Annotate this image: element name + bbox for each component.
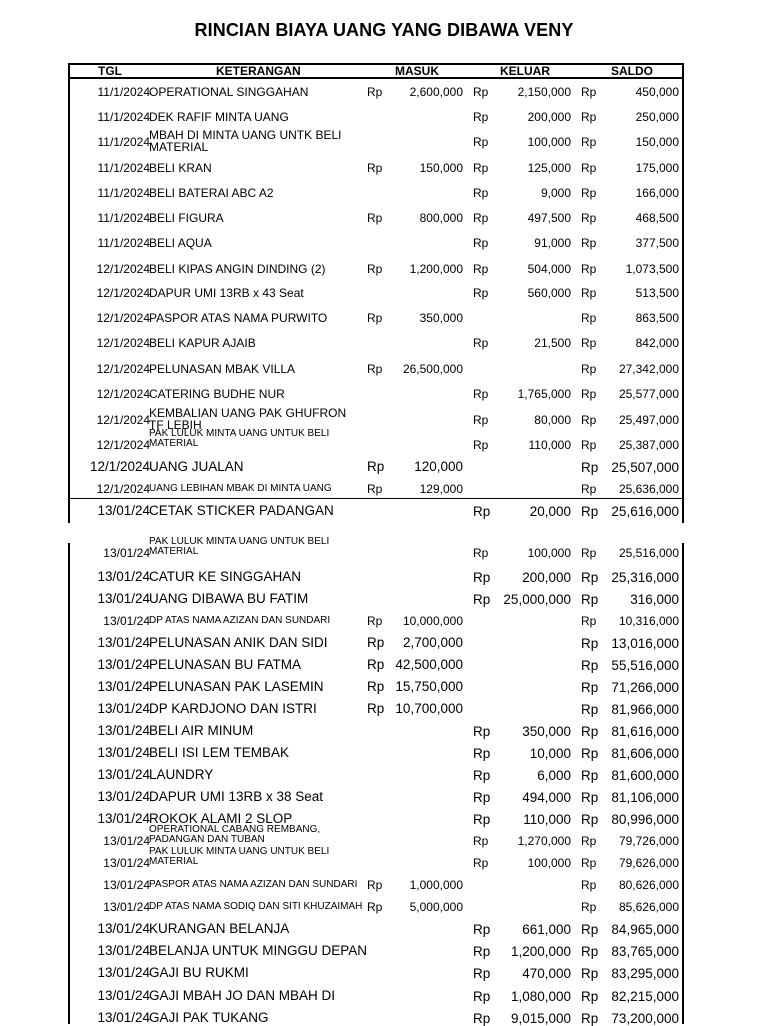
cell-masuk-currency: Rp — [367, 701, 385, 716]
cell-keterangan: BELI AQUA — [149, 236, 212, 250]
table-row — [68, 724, 684, 738]
cell-keterangan: DP KARDJONO DAN ISTRI — [149, 701, 317, 716]
cell-keterangan: CATERING BUDHE NUR — [149, 387, 285, 401]
cell-keluar-currency: Rp — [473, 336, 489, 350]
cell-keluar: 25,000,000 — [503, 592, 571, 607]
cell-saldo-currency: Rp — [581, 504, 599, 519]
cell-saldo: 25,507,000 — [611, 460, 679, 475]
cell-saldo: 82,215,000 — [611, 989, 679, 1004]
table-row — [68, 262, 684, 276]
cell-masuk-currency: Rp — [367, 262, 383, 276]
cell-saldo: 25,577,000 — [618, 387, 679, 401]
cell-saldo-currency: Rp — [581, 570, 599, 585]
cell-saldo-currency: Rp — [581, 161, 597, 175]
table-row — [68, 186, 684, 200]
cell-keterangan: ROKOK ALAMI 2 SLOP — [149, 811, 293, 826]
cell-saldo: 84,965,000 — [611, 922, 679, 937]
cell-keterangan: OPERATIONAL SINGGAHAN — [149, 85, 309, 99]
cell-tgl: 13/01/24 — [103, 856, 150, 870]
cell-keterangan: GAJI BU RUKMI — [149, 965, 249, 980]
cell-saldo-currency: Rp — [581, 636, 599, 651]
table-row — [68, 768, 684, 782]
cell-saldo-currency: Rp — [581, 286, 597, 300]
cell-masuk-currency: Rp — [367, 878, 383, 892]
cell-saldo: 81,616,000 — [611, 724, 679, 739]
cell-tgl: 13/01/24 — [97, 635, 150, 650]
cell-saldo-currency: Rp — [581, 592, 599, 607]
cell-keluar-currency: Rp — [473, 387, 489, 401]
table-row — [68, 922, 684, 936]
cell-keluar: 2,150,000 — [517, 85, 571, 99]
cell-saldo: 25,516,000 — [618, 546, 679, 560]
cell-keterangan: UANG DIBAWA BU FATIM — [149, 591, 309, 606]
cell-saldo: 55,516,000 — [611, 658, 679, 673]
table-row — [68, 387, 684, 401]
table-row — [68, 362, 684, 376]
cell-keterangan: DAPUR UMI 13RB x 43 Seat — [149, 286, 304, 300]
cell-keluar: 9,015,000 — [510, 1011, 571, 1026]
cell-keluar: 6,000 — [537, 768, 571, 783]
cell-keluar-currency: Rp — [473, 570, 491, 585]
cell-tgl: 12/1/2024 — [96, 482, 150, 496]
cell-masuk: 5,000,000 — [409, 900, 463, 914]
cell-keluar-currency: Rp — [473, 856, 489, 870]
cell-masuk-currency: Rp — [367, 311, 383, 325]
page-title: RINCIAN BIAYA UANG YANG DIBAWA VENY — [194, 20, 574, 40]
cell-keluar-currency: Rp — [473, 768, 491, 783]
cell-saldo: 80,626,000 — [618, 878, 679, 892]
cell-tgl: 13/01/24 — [97, 591, 150, 606]
cell-saldo-currency: Rp — [581, 1011, 599, 1026]
cell-keluar-currency: Rp — [473, 236, 489, 250]
cell-keluar-currency: Rp — [473, 546, 489, 560]
cell-tgl: 13/01/24 — [103, 878, 150, 892]
cell-saldo-currency: Rp — [581, 135, 597, 149]
cell-saldo: 25,636,000 — [618, 482, 679, 496]
cell-tgl: 13/01/24 — [97, 921, 150, 936]
cell-keluar: 125,000 — [527, 161, 571, 175]
cell-tgl: 12/1/2024 — [96, 413, 150, 427]
cell-keterangan: KEMBALIAN UANG PAK GHUFRON TF LEBIH — [149, 406, 347, 432]
cell-saldo-currency: Rp — [581, 614, 597, 628]
cell-saldo-currency: Rp — [581, 900, 597, 914]
cell-masuk: 129,000 — [419, 482, 463, 496]
cell-keluar-currency: Rp — [473, 504, 491, 519]
cell-keluar: 110,000 — [523, 812, 571, 827]
cell-saldo-currency: Rp — [581, 856, 597, 870]
cell-tgl: 13/01/24 — [97, 701, 150, 716]
cell-tgl: 12/1/2024 — [96, 262, 150, 276]
cell-tgl: 12/1/2024 — [89, 459, 150, 474]
cell-saldo-currency: Rp — [581, 812, 599, 827]
cell-masuk: 120,000 — [414, 459, 463, 474]
cell-saldo: 842,000 — [635, 336, 679, 350]
cell-saldo: 513,500 — [635, 286, 679, 300]
cell-keluar: 100,000 — [527, 856, 571, 870]
cell-masuk-currency: Rp — [367, 657, 385, 672]
table-header — [68, 63, 684, 79]
cell-masuk-currency: Rp — [367, 459, 385, 474]
cell-tgl: 13/01/24 — [103, 834, 150, 848]
cell-saldo-currency: Rp — [581, 702, 599, 717]
cell-tgl: 13/01/24 — [97, 723, 150, 738]
cell-tgl: 13/01/24 — [97, 657, 150, 672]
cell-keluar-currency: Rp — [473, 812, 491, 827]
cell-saldo-currency: Rp — [581, 387, 597, 401]
cell-masuk-currency: Rp — [367, 635, 385, 650]
cell-keluar-currency: Rp — [473, 746, 491, 761]
cell-saldo: 377,500 — [635, 236, 679, 250]
cell-saldo: 83,295,000 — [611, 966, 679, 981]
cell-saldo: 81,606,000 — [611, 746, 679, 761]
cell-saldo: 81,106,000 — [611, 790, 679, 805]
header-keluar: KELUAR — [500, 64, 550, 78]
header-saldo: SALDO — [611, 64, 653, 78]
cell-keluar-currency: Rp — [473, 286, 489, 300]
cell-keterangan: PAK LULUK MINTA UANG UNTUK BELI MATERIAL — [149, 536, 330, 557]
table-row — [68, 85, 684, 99]
cell-masuk-currency: Rp — [367, 161, 383, 175]
cell-saldo-currency: Rp — [581, 186, 597, 200]
cell-tgl: 13/01/24 — [97, 789, 150, 804]
cell-tgl: 13/01/24 — [97, 569, 150, 584]
cell-tgl: 12/1/2024 — [96, 362, 150, 376]
cell-tgl: 11/1/2024 — [97, 161, 150, 175]
cell-keluar: 100,000 — [527, 135, 571, 149]
table-row — [68, 1011, 684, 1025]
cell-keluar: 100,000 — [527, 546, 571, 560]
cell-keluar: 661,000 — [522, 922, 571, 937]
cell-keterangan: PAK LULUK MINTA UANG UNTUK BELI MATERIAL — [149, 428, 330, 449]
cell-tgl: 13/01/24 — [103, 614, 150, 628]
header-keterangan: KETERANGAN — [216, 64, 301, 78]
cell-tgl: 13/01/24 — [97, 745, 150, 760]
cell-tgl: 11/1/2024 — [97, 186, 150, 200]
cell-tgl: 12/1/2024 — [96, 438, 150, 452]
table-row — [68, 406, 684, 432]
cell-saldo-currency: Rp — [581, 336, 597, 350]
cell-keterangan: PASPOR ATAS NAMA AZIZAN DAN SUNDARI — [149, 879, 358, 890]
cell-tgl: 12/1/2024 — [96, 387, 150, 401]
cell-keterangan: MBAH DI MINTA UANG UNTK BELI MATERIAL — [149, 128, 342, 154]
table-row — [68, 846, 684, 870]
cell-saldo-currency: Rp — [581, 680, 599, 695]
cell-tgl: 13/01/24 — [103, 546, 150, 560]
cell-masuk: 2,600,000 — [409, 85, 463, 99]
cell-masuk: 15,750,000 — [395, 679, 463, 694]
cell-keterangan: DP ATAS NAMA AZIZAN DAN SUNDARI — [149, 615, 331, 626]
cell-keterangan: PELUNASAN BU FATMA — [149, 657, 302, 672]
cell-keluar-currency: Rp — [473, 186, 489, 200]
cell-saldo: 85,626,000 — [618, 900, 679, 914]
cell-saldo-currency: Rp — [581, 482, 597, 496]
cell-masuk: 350,000 — [419, 311, 463, 325]
cell-keluar: 1,080,000 — [510, 989, 571, 1004]
cell-tgl: 11/1/2024 — [97, 135, 150, 149]
cell-saldo: 79,626,000 — [618, 856, 679, 870]
cell-saldo: 1,073,500 — [625, 262, 679, 276]
cell-keluar-currency: Rp — [473, 944, 491, 959]
cell-keterangan: BELANJA UNTUK MINGGU DEPAN — [149, 943, 368, 958]
cell-keterangan: DEK RAFIF MINTA UANG — [149, 110, 289, 124]
cell-keterangan: PELUNASAN MBAK VILLA — [149, 362, 296, 376]
cell-tgl: 13/01/24 — [97, 988, 150, 1003]
cell-saldo-currency: Rp — [581, 413, 597, 427]
table-row — [68, 504, 684, 518]
cell-keluar: 497,500 — [527, 211, 571, 225]
cell-saldo-currency: Rp — [581, 768, 599, 783]
cell-keluar: 200,000 — [527, 110, 571, 124]
cell-keluar-currency: Rp — [473, 161, 489, 175]
cell-keluar-currency: Rp — [473, 110, 489, 124]
cell-keterangan: DP ATAS NAMA SODIQ DAN SITI KHUZAIMAH — [149, 901, 363, 912]
cell-saldo-currency: Rp — [581, 746, 599, 761]
cell-saldo-currency: Rp — [581, 311, 597, 325]
table-row — [68, 211, 684, 225]
cell-masuk-currency: Rp — [367, 362, 383, 376]
cell-masuk: 1,200,000 — [409, 262, 463, 276]
cell-saldo-currency: Rp — [581, 362, 597, 376]
cell-tgl: 11/1/2024 — [97, 85, 150, 99]
cell-keterangan: LAUNDRY — [149, 767, 214, 782]
header-tgl: TGL — [98, 64, 122, 78]
table-row — [68, 746, 684, 760]
cell-keterangan: OPERATIONAL CABANG REMBANG, PADANGAN DAN TUBAN — [149, 824, 321, 845]
cell-keluar-currency: Rp — [473, 834, 489, 848]
cell-keluar: 494,000 — [522, 790, 571, 805]
cell-tgl: 11/1/2024 — [97, 110, 150, 124]
cell-keluar-currency: Rp — [473, 262, 489, 276]
cell-saldo: 79,726,000 — [618, 834, 679, 848]
cell-keterangan: GAJI MBAH JO DAN MBAH DI — [149, 988, 336, 1003]
table-row — [68, 790, 684, 804]
cell-saldo: 13,016,000 — [611, 636, 679, 651]
cell-keterangan: PELUNASAN ANIK DAN SIDI — [149, 635, 328, 650]
cell-saldo: 25,387,000 — [618, 438, 679, 452]
cell-keluar-currency: Rp — [473, 989, 491, 1004]
table-row — [68, 989, 684, 1003]
table-row — [68, 460, 684, 474]
table-row — [68, 482, 684, 496]
cell-tgl: 13/01/24 — [103, 900, 150, 914]
cell-masuk: 2,700,000 — [402, 635, 463, 650]
table-row — [68, 614, 684, 628]
table-row — [68, 336, 684, 350]
cell-masuk: 150,000 — [419, 161, 463, 175]
cell-keluar: 1,200,000 — [510, 944, 571, 959]
cell-keluar: 110,000 — [528, 438, 571, 452]
cell-masuk-currency: Rp — [367, 482, 383, 496]
cell-tgl: 13/01/24 — [97, 965, 150, 980]
cell-masuk: 42,500,000 — [395, 657, 463, 672]
cell-keluar-currency: Rp — [473, 1011, 491, 1026]
header-masuk: MASUK — [395, 64, 439, 78]
table-row — [68, 311, 684, 325]
cell-keterangan: PELUNASAN PAK LASEMIN — [149, 679, 324, 694]
cell-keluar-currency: Rp — [473, 438, 489, 452]
cell-masuk: 10,700,000 — [395, 701, 463, 716]
cell-saldo-currency: Rp — [581, 262, 597, 276]
cell-saldo-currency: Rp — [581, 790, 599, 805]
cell-saldo-currency: Rp — [581, 966, 599, 981]
cell-tgl: 12/1/2024 — [96, 286, 150, 300]
table-row — [68, 592, 684, 606]
cell-saldo-currency: Rp — [581, 546, 597, 560]
table-row — [68, 570, 684, 584]
cell-saldo: 450,000 — [635, 85, 679, 99]
table-divider — [68, 498, 684, 499]
cell-keluar: 1,270,000 — [517, 834, 571, 848]
table-row — [68, 966, 684, 980]
cell-keterangan: BELI BATERAI ABC A2 — [149, 186, 274, 200]
table-row — [68, 236, 684, 250]
cell-keterangan: KURANGAN BELANJA — [149, 921, 290, 936]
cell-tgl: 13/01/24 — [97, 943, 150, 958]
cell-saldo: 73,200,000 — [611, 1011, 679, 1026]
cell-keterangan: PASPOR ATAS NAMA PURWITO — [149, 311, 328, 325]
cell-keterangan: BELI ISI LEM TEMBAK — [149, 745, 290, 760]
table-row — [68, 110, 684, 124]
cell-keterangan: UANG JUALAN — [149, 459, 244, 474]
cell-saldo-currency: Rp — [581, 236, 597, 250]
cell-saldo: 25,316,000 — [611, 570, 679, 585]
cell-saldo: 27,342,000 — [618, 362, 679, 376]
cell-keluar: 1,765,000 — [517, 387, 571, 401]
table-row — [68, 680, 684, 694]
cell-saldo: 250,000 — [635, 110, 679, 124]
cell-masuk: 26,500,000 — [402, 362, 463, 376]
cell-saldo-currency: Rp — [581, 438, 597, 452]
cell-keterangan: UANG LEBIHAN MBAK DI MINTA UANG — [149, 483, 332, 494]
cell-keluar: 560,000 — [527, 286, 571, 300]
table-row — [68, 536, 684, 560]
cell-keluar: 10,000 — [529, 746, 571, 761]
cell-masuk-currency: Rp — [367, 614, 383, 628]
cell-keluar-currency: Rp — [473, 211, 489, 225]
cell-keterangan: BELI KAPUR AJAIB — [149, 336, 256, 350]
cell-keluar-currency: Rp — [473, 724, 491, 739]
cell-keterangan: BELI FIGURA — [149, 211, 224, 225]
cell-saldo: 71,266,000 — [611, 680, 679, 695]
cell-saldo: 80,996,000 — [611, 812, 679, 827]
cell-keterangan: GAJI PAK TUKANG — [149, 1010, 269, 1025]
cell-saldo: 25,616,000 — [611, 504, 679, 519]
table-row — [68, 944, 684, 958]
table-row — [68, 161, 684, 175]
table-row — [68, 286, 684, 300]
cell-tgl: 11/1/2024 — [97, 211, 150, 225]
cell-masuk-currency: Rp — [367, 679, 385, 694]
cell-saldo-currency: Rp — [581, 110, 597, 124]
cell-tgl: 13/01/24 — [97, 1010, 150, 1025]
cell-tgl: 12/1/2024 — [96, 311, 150, 325]
cell-keluar: 21,500 — [534, 336, 571, 350]
cell-keterangan: PAK LULUK MINTA UANG UNTUK BELI MATERIAL — [149, 846, 330, 867]
table-row — [68, 878, 684, 892]
cell-saldo: 83,765,000 — [611, 944, 679, 959]
cell-keluar: 200,000 — [522, 570, 571, 585]
cell-saldo-currency: Rp — [581, 989, 599, 1004]
cell-tgl: 12/1/2024 — [96, 336, 150, 350]
cell-keterangan: BELI KIPAS ANGIN DINDING (2) — [149, 262, 326, 276]
cell-saldo: 25,497,000 — [618, 413, 679, 427]
cell-keluar-currency: Rp — [473, 85, 489, 99]
cell-keluar-currency: Rp — [473, 790, 491, 805]
cell-saldo-currency: Rp — [581, 922, 599, 937]
cell-keterangan: CETAK STICKER PADANGAN — [149, 503, 334, 518]
cell-saldo-currency: Rp — [581, 658, 599, 673]
cell-keluar: 20,000 — [529, 504, 571, 519]
cell-saldo-currency: Rp — [581, 944, 599, 959]
cell-keluar: 80,000 — [534, 413, 571, 427]
cell-saldo-currency: Rp — [581, 724, 599, 739]
table-row — [68, 702, 684, 716]
cell-keterangan: BELI AIR MINUM — [149, 723, 254, 738]
cell-saldo: 10,316,000 — [618, 614, 679, 628]
cell-saldo: 316,000 — [630, 592, 679, 607]
cell-masuk: 1,000,000 — [409, 878, 463, 892]
cell-keluar-currency: Rp — [473, 922, 491, 937]
cell-tgl: 13/01/24 — [97, 811, 150, 826]
table-row — [68, 900, 684, 914]
cell-keluar: 470,000 — [522, 966, 571, 981]
table-row — [68, 658, 684, 672]
cell-saldo-currency: Rp — [581, 834, 597, 848]
cell-keluar-currency: Rp — [473, 592, 491, 607]
cell-keterangan: DAPUR UMI 13RB x 38 Seat — [149, 789, 324, 804]
cell-keluar-currency: Rp — [473, 135, 489, 149]
cell-keluar: 91,000 — [534, 236, 571, 250]
table-row — [68, 128, 684, 154]
cell-saldo-currency: Rp — [581, 878, 597, 892]
cell-saldo-currency: Rp — [581, 85, 597, 99]
cell-keluar-currency: Rp — [473, 413, 489, 427]
cell-keluar-currency: Rp — [473, 966, 491, 981]
cell-tgl: 11/1/2024 — [97, 236, 150, 250]
cell-keluar: 350,000 — [522, 724, 571, 739]
cell-keterangan: BELI KRAN — [149, 161, 212, 175]
cell-keluar: 504,000 — [527, 262, 571, 276]
cell-masuk-currency: Rp — [367, 900, 383, 914]
cell-masuk-currency: Rp — [367, 85, 383, 99]
cell-keluar: 9,000 — [540, 186, 571, 200]
cell-saldo: 81,600,000 — [611, 768, 679, 783]
cell-masuk-currency: Rp — [367, 211, 383, 225]
cell-tgl: 13/01/24 — [97, 679, 150, 694]
cell-tgl: 13/01/24 — [97, 503, 150, 518]
cell-saldo: 166,000 — [635, 186, 679, 200]
table-row — [68, 428, 684, 452]
table-row — [68, 636, 684, 650]
cell-saldo: 150,000 — [635, 135, 679, 149]
cell-saldo-currency: Rp — [581, 211, 597, 225]
cell-saldo: 81,966,000 — [611, 702, 679, 717]
cell-saldo-currency: Rp — [581, 460, 599, 475]
cell-tgl: 13/01/24 — [97, 767, 150, 782]
cell-masuk: 10,000,000 — [402, 614, 463, 628]
cell-saldo: 863,500 — [635, 311, 679, 325]
cell-saldo: 175,000 — [635, 161, 679, 175]
cell-saldo: 468,500 — [635, 211, 679, 225]
cell-keterangan: CATUR KE SINGGAHAN — [149, 569, 302, 584]
cell-masuk: 800,000 — [419, 211, 463, 225]
